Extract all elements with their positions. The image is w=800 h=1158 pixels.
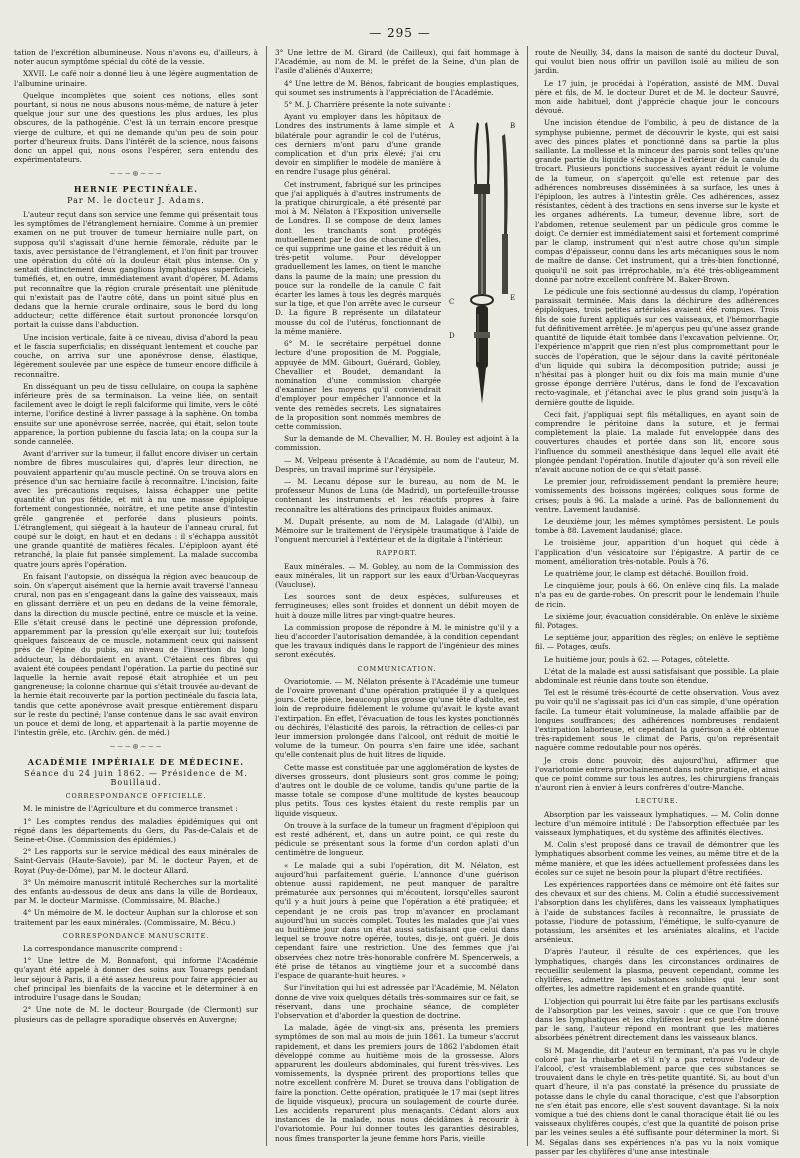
paragraph: L'état de la malade est aussi satisfaisant que possible. La plaie abdominale est réunie dans toute son étendue. xyxy=(535,666,779,685)
surgical-instrument-figure xyxy=(447,114,519,414)
dilator-illustration xyxy=(447,114,519,414)
paragraph: Cet instrument, fabriqué sur les principes que j'ai appliqués à d'autres instruments de la pratique chirurgicale, a été présenté par moi à M. Nélaton à l'Exposition universelle de Londres. Il se compose de deux lames dont les tranchants sont protégés mutuellement par le dos de chacune d'elles, ce qui supprime une gaine et les réduit à un très-petit volume. Pour développer graduellement les lames, on tient le manche dans la paume de la main; une pression du pouce sur la rondelle de la canule C fait écarter les lames à tous les degrés marqués sur la tige, et que l'on arrête avec le curseur D. La figure B représente un dilatateur mousse du col de l'utérus, fonctionnant de la même manière. xyxy=(275,179,441,336)
paragraph: Cette masse est constituée par une agglomération de kystes de diverses grosseurs, dont plusieurs sont gros comme le poing; d'autres ont le double de ce volume, tandis qu'une partie de la masse totale se compose d'une multitude de kystes beaucoup plus petits. Tous ces kystes étaient du reste remplis par un liquide visqueux. xyxy=(275,762,519,818)
paragraph: Le huitième jour, pouls à 62. — Potages, côtelette. xyxy=(544,654,730,664)
paragraph: M. Colin s'est proposé dans ce travail de démontrer que les lymphatiques absorbent comme les veines, au même titre et de la même manière, et que les idées actuellement professées dans les écoles sur ce sujet ne besoin pour la plupart d'être rectifiées. xyxy=(535,840,779,877)
paragraph: 4° Une lettre de M. Bénos, fabricant de bougies emplastiques, qui soumet ses instruments à l'appréciation de l'Académie. xyxy=(275,78,519,97)
paragraph: route de Neuilly, 34, dans la maison de santé du docteur Duval, qui voulut bien nous offrir un pavillon isolé au milieu de son jardin. xyxy=(535,48,779,76)
paragraph: M. Dupalt présente, au nom de M. Lalagade (d'Albi), un Mémoire sur le traitement de l'érysipèle traumatique à l'aide de l'onguent mercuriel à l'extérieur et de la digitale à l'intérieur. xyxy=(275,516,519,545)
paragraph: L'objection qui pourrait lui être faite par les partisans exclusifs de l'absorption par les veines, savoir : que ce que l'on trouve dans les lymphatiques et les chylifères leur est peut-être donné par le sang, l'auteur répond en montrant que les matières absorbées pénètrent directement dans les vaisseaux blancs. xyxy=(535,996,779,1043)
figure-label: D xyxy=(449,332,455,341)
paragraph: Sur la demande de M. Chevallier, M. H. Bouley est adjoint à la commission. xyxy=(275,434,519,453)
paragraph: tation de l'excrétion albumineuse. Nous n'avons eu, d'ailleurs, à noter aucun symptôme spécial du côté de la vessie. xyxy=(14,48,258,67)
paragraph: Le premier jour, refroidissement pendant la première heure; vomissements des boissons ingérées; coliques sous forme de crises; pouls à 96. La malade a uriné. Pas de ballonnement du ventre. Lavement laudanisé. xyxy=(535,477,779,514)
paragraph: Le cinquième jour, pouls à 66. On enlève cinq fils. La malade n'a pas eu de garde-robes. On prescrit pour le lendemain l'huile de ricin. xyxy=(535,581,779,609)
paragraph: Avant d'arriver sur la tumeur, il fallut encore diviser un certain nombre de fibres musculaires qui, d'après leur direction, ne pouvaient appartenir qu'au muscle pectiné. On se trouva alors en présence d'un sac herniaire facile à reconnaître. L'incision, faite avec les précautions requises, laissa échapper une petite quantité d'un pus fétide, et mit à nu une masse épiploïque fortement congestionnée, noirâtre, et une petite anse d'intestin grêle gangrenée et perforée dans plusieurs points. L'étranglement, qui siégeait à la hauteur de l'anneau crural, fut coupé sur le doigt, en haut et en dedans : il s'échappa aussitôt une grande quantité de matières fécales. L'épiploon ayant été retranché, la plaie fut pansée simplement. La malade succomba quatre jours après l'opération. xyxy=(14,449,258,569)
figure-label: A xyxy=(449,122,455,131)
paragraph: — M. Lecanu dépose sur le bureau, au nom de M. le professeur Munos de Luna (de Madrid), un portefeuille-trousse contenant les instruments et les réactifs propres à faire reconnaître les altérations des principaux fluides animaux. xyxy=(275,476,519,514)
column-left xyxy=(14,48,258,1148)
paragraph: 2° Les rapports sur le service médical des eaux minérales de Saint-Gervais (Haute-Savoie), par M. le docteur Payen, et de Royat (Puy-de-Dôme), par M. le docteur Allard. xyxy=(14,847,258,875)
paragraph: Le troisième jour, apparition d'un hoquet qui cède à l'application d'un vésicatoire sur l'épigastre. A partir de ce moment, amélioration très-notable. Pouls à 76. xyxy=(535,538,779,566)
subheading: CORRESPONDANCE MANUSCRITE. xyxy=(62,931,210,940)
paragraph: M. le ministre de l'Agriculture et du commerce transmet : xyxy=(23,804,238,814)
paragraph: Tel est le résumé très-écourté de cette observation. Vous avez pu voir qu'il ne s'agissait pas ici d'un cas simple, d'une opération facile. La tumeur était volumineuse, la malade affaiblie par de longues souffrances; des adhérences nombreuses rendaient l'extirpation laborieuse, et cependant la guérison a été obtenue très-rapidement sous le climat de Paris, qu'on représentait naguère comme redoutable pour nos opérés. xyxy=(535,688,779,753)
paragraph: Le quatrième jour, le clamp est détaché. Bouillon froid. xyxy=(544,568,749,578)
article-byline: Par M. le docteur J. Adams. xyxy=(67,195,205,205)
paragraph: La correspondance manuscrite comprend : xyxy=(23,944,183,954)
paragraph: 2° Une note de M. le docteur Bourgade (de Clermont) sur plusieurs cas de pellagre sporadique observés en Auvergne; xyxy=(14,1005,258,1024)
paragraph: D'après l'auteur, il résulte de ces expériences, que les lymphatiques, chargés dans les circonstances ordinaires de recueillir seulement la plasma, peuvent cependant, comme les chylifères, admettre les substances solubles qui leur sont offertes, les admettre rapidement et en grande quantité. xyxy=(535,947,779,994)
paragraph: Le septième jour, apparition des règles; on enlève le septième fil. — Potages, œufs. xyxy=(535,633,779,652)
paragraph: Quelque incomplètes que soient ces notions, elles sont pourtant, si nous ne nous abusons nous-même, de nature à jeter quelque jour sur une des questions les plus ardues, les plus obscures, de la pathogénie. C'est là un terrain encore presque vierge de culture, et qui ne demande qu'un peu de soin pour porter d'heureux fruits. Dans l'intérêt de la science, nous faisons donc un appel qui, nous osons l'espérer, sera entendu des expérimentateurs. xyxy=(14,90,258,165)
paragraph: On trouve à la surface de la tumeur un fragment d'épiploon qui est resté adhérent, et, dans un autre point, ce qui reste du pédicule se présentant sous la forme d'un cordon aplati d'un centimètre de longueur. xyxy=(275,820,519,858)
paragraph: En disséquant un peu de tissu cellulaire, on coupa la saphène inférieure près de sa terminaison. La veine liée, on sentait facilement avec le doigt le repli falciforme qui limite, vers le côté interne, l'orifice destiné à livrer passage à la saphène. On tomba ensuite sur une aponévrose serrée, nacrée, qui était, selon toute apparence, la portion pubienne du fascia lata; on la coupa sur la sonde cannelée. xyxy=(14,381,258,446)
session-line: Séance du 24 juin 1862. — Présidence de M. Bouillaud. xyxy=(24,768,248,788)
paragraph: Les expériences rapportées dans ce mémoire ont été faites sur des chevaux et sur des chiens. M. Colin a étudié successivement l'absorption dans les chylifères, dans les vaisseaux lymphatiques à l'aide de substances faciles à reconnaître, le prussiate de potasse, l'iodure de potassium, l'émétique, le sulfo-cyanure de potassium, les arsénites et les arséniates alcalins, et l'acide arsénieux. xyxy=(535,880,779,945)
article-title-academie: ACADÉMIE IMPÉRIALE DE MÉDECINE. xyxy=(27,756,245,767)
section-ornament: ∼∼∼⊛∼∼∼ xyxy=(109,169,163,179)
paragraph: 3° Un mémoire manuscrit intitulé Recherches sur la mortalité des enfants au-dessous de deux ans dans la ville de Bordeaux, par M. le docteur Marmisse. (Commissaire, M. Blache.) xyxy=(14,877,258,906)
paragraph: Je crois donc pouvoir, dès aujourd'hui, affirmer que l'ovariotomie entrera prochainement dans notre pratique, et ainsi que ce point comme sur tous les autres, les chirurgiens français n'auront rien à envier à leurs confrères d'outre-Manche. xyxy=(535,755,779,793)
paragraph: Une incision étendue de l'ombilic, à peu de distance de la symphyse pubienne, permet de découvrir le kyste, qui est saisi avec des pinces plates et ponctionné dans sa partie la plus saillante. La mollesse et la minceur des parois sont telles qu'une grande partie du liquide s'échappe à l'extérieur de la canule du trocart. Plusieurs ponctions successives ayant réduit le volume de la tumeur, on s'aperçoit qu'elle est retenue par des adhérences nombreuses disséminées à sa surface, les unes à l'épiploon, les autres à l'intestin grêle. Ces adhérences, assez résistantes, cèdent à des tractions en sens inverse sur le kyste et les organes adhérents. La tumeur, devenue libre, sort de l'abdomen, retenue seulement par un pédicule gros comme le doigt. Ce dernier est immédiatement saisi et fortement comprimé par le clamp, instrument qui n'est autre chose qu'un simple compas d'épaisseur, connu dans les arts mécaniques sous le nom de maître de danse. Cet instrument, qui a très-bien fonctionné, quoiqu'il ne soit pas irréprochable, m'a été très-obligeamment donné par notre excellent confrère M. Baker-Brown. xyxy=(535,118,779,284)
subheading: CORRESPONDANCE OFFICIELLE. xyxy=(65,792,207,801)
paragraph: Ceci fait, j'appliquai sept fils métalliques, en ayant soin de comprendre le péritoine dans la suture, et je fermai complètement la plaie. La malade fut enveloppée dans des couvertures chaudes et portée dans son lit, encore sous l'influence du sommeil anesthésique dans lequel elle avait été plongée pendant l'opération. Inutile d'ajouter qu'à son réveil elle n'avait aucune notion de ce qui s'était passé. xyxy=(535,409,779,474)
figure-label: C xyxy=(449,298,455,307)
paragraph: En faisant l'autopsie, on disséqua la région avec beaucoup de soin. On s'aperçut aisément que la hernie avait traversé l'anneau crural, non pas en s'engageant dans la gaîne des vaisseaux, mais en glissant derrière et un peu en dedans de la veine fémorale, dans la direction du muscle pectiné, entre ce muscle et la veine. Elle s'était creusé dans le pectiné une dépression profonde, apparemment par la pression qu'elle exerçait sur lui; toutefois quelques faisceaux de ce muscle, notamment ceux qui naissent près de l'épine du pubis, au niveau de l'insertion du long adducteur, la débordaient en avant. C'étaient ces fibres qui avaient été coupées pendant l'opération. La partie du pectiné sur laquelle la hernie avait reposé était atrophiée et un peu gangreneuse; la colonne charnue qui s'était trouvée au-devant de la hernie était recouverte par la portion pectinéale du fascia lata, tandis que cette aponévrose avait presque entièrement disparu sur le reste du pectiné; l'anse contenue dans le sac avait environ un pouce et demi de long, et appartenait à la partie moyenne de l'intestin grêle, etc. (Archiv. gén. de méd.) xyxy=(14,571,258,738)
figure-label: E xyxy=(510,294,516,303)
column-divider-right xyxy=(527,46,528,1146)
paragraph: 1° Une lettre de M. Bonnafont, qui informe l'Académie qu'ayant été appelé à donner des soins aux Touaregs pendant leur séjour à Paris, il a été assez heureux pour faire apprécier au chef principal les bienfaits de la vaccine et le déterminer à en introduire l'usage dans le Soudan; xyxy=(14,956,258,1003)
paragraph: 3° Une lettre de M. Girard (de Cailleux), qui fait hommage à l'Académie, au nom de M. le préfet de la Seine, d'un plan de l'asile d'aliénés d'Auxerre; xyxy=(275,48,519,76)
paragraph: Le 17 juin, je procédai à l'opération, assisté de MM. Duval père et fils, de M. le docteur Duret et de M. le docteur Sauvré, mon aide habituel, dont j'apprécie chaque jour le concours dévoué. xyxy=(535,78,779,116)
paragraph: Si M. Magendie, dit l'auteur en terminant, n'a pas vu le chyle coloré par la rhubarbe et s'il n'y a pas retrouvé l'odeur de l'alcool, c'est vraisemblablement parce que ces substances se trouvaient dans le chyle en très-petite quantité. Si, au bout d'un quart d'heure, il n'a pas constaté la présence du prussiate de potasse dans le chyle du canal thoracique, c'est que l'absorption ne s'en était pas encore, elle s'est souvent davantage. Si la noix vomique a tué des chiens dont le canal thoracique était lié ou les vaisseaux chylifères coupés, c'est que la quantité de poison prise par les veines seules a été suffisante pour déterminer la mort. Si M. Ségalas dans ses expériences n'a pas vu la noix vomique passer par les chylifères d'une anse intestinale xyxy=(535,1045,779,1156)
paragraph: 1° Les comptes rendus des maladies épidémiques qui ont régné dans les départements du Gers, du Pas-de-Calais et de Seine-et-Oise. (Commission des épidémies.) xyxy=(14,816,258,845)
subheading: LECTURE. xyxy=(635,797,679,806)
paragraph: Une incision verticale, faite à ce niveau, divisa d'abord la peau et le fascia superficialis; en disséquant lentement et couche par couche, on arriva sur une aponévrose dense, élastique, légèrement soulevée par une espèce de tumeur encore difficile à reconnaître. xyxy=(14,332,258,379)
paragraph: 4° Un mémoire de M. le docteur Auphan sur la chlorose et son traitement par les eaux minérales. (Commissaire, M. Bécu.) xyxy=(14,908,258,927)
paragraph: Eaux minérales. — M. Gobley, au nom de la Commission des eaux minérales, lit un rapport sur les eaux d'Urban-Vacqueyras (Vaucluse). xyxy=(275,561,519,589)
paragraph: XXVII. Le café noir a donné lieu à une légère augmentation de l'albumine urinaire. xyxy=(14,69,258,88)
column-right xyxy=(535,48,779,1156)
paragraph: Absorption par les vaisseaux lymphatiques. — M. Colin donne lecture d'un mémoire intitulé : De l'absorption effectuée par les vaisseaux lymphatiques, et du système des affinités électives. xyxy=(535,809,779,838)
paragraph: Sur l'invitation qui lui est adressée par l'Académie, M. Nélaton donne de vive voix quelques détails très-sommaires sur ce fait, se réservant, dans une prochaine séance, de compléter l'observation et d'aborder la question de doctrine. xyxy=(275,983,519,1020)
paragraph: Le sixième jour, évacuation considérable. On enlève le sixième fil. Potages. xyxy=(535,611,779,630)
column-divider-left xyxy=(266,46,267,1146)
paragraph: — M. Velpeau présente à l'Académie, au nom de l'auteur, M. Desprès, un travail imprimé sur l'érysipèle. xyxy=(275,455,519,474)
section-ornament: ∼∼∼⊛∼∼∼ xyxy=(109,742,163,752)
figure-label: B xyxy=(510,122,516,131)
paragraph: Le pédicule une fois sectionné au-dessus du clamp, l'opération paraissait terminée. Mais dans la déchirure des adhérences épiploïques, trois petites artérioles avaient été rompues. Trois fils de soie furent appliqués sur ces vaisseaux, et l'hémorrhagie fut définitivement arrêtée. Je m'aperçus peu qu'une assez grande quantité de liquide était tombée dans l'excavation pelvienne. Or, l'expérience m'apprit que rien n'est plus compromettant pour le succès de l'opération, que le séjour dans la cavité péritonéale d'un liquide qui subira la décomposition putride; aussi je n'hésitai pas à plonger huit ou dix fois ma main munie d'une grosse éponge derrière l'utérus, dans le fond de l'excavation recto-vaginale, et j'étanchai avec le plus grand soin jusqu'à la dernière goutte de liquide. xyxy=(535,287,779,407)
paragraph: Les sources sont de deux espèces, sulfureuses et ferrugineuses; elles sont froides et donnent un débit moyen de huit à douze mille litres par vingt-quatre heures. xyxy=(275,592,519,620)
paragraph: Ovariotomie. — M. Nélaton présente à l'Académie une tumeur de l'ovaire provenant d'une opération pratiquée il y a quelques jours. Cette pièce, beaucoup plus grosse qu'une tête d'adulte, est loin de reproduire fidèlement le volume qu'avait le kyste avant l'extirpation. En effet, l'évacuation de tous les kystes ponctionnés ou déchirés, l'élasticité des parois, la rétraction de celles-ci par leur immersion prolongée dans l'alcool, ont réduit de moitié le volume de la tumeur. On pourra s'en faire une idée, sachant qu'elle contenait plus de huit litres de liquide. xyxy=(275,676,519,760)
paragraph: L'auteur reçut dans son service une femme qui présentait tous les symptômes de l'étranglement herniaire. Comme à un premier examen on ne put trouver de tumeur herniaire nulle part, on supposa qu'il s'agissait d'une hernie fémorale, réduite par le taxis, avec persistance de l'étranglement, et l'on finit par trouver une opération du côté où la douleur était plus intense. On y sentait distinctement deux ganglions lymphatiques superficiels, tuméfiés, et, en outre, immédiatement avant d'opérer, M. Adams put reconnaître que la région crurale présentait une plénitude qui n'existait pas de l'autre côté, dans un point situé plus en dedans que la hernie crurale ordinaire, sous le bord du long adducteur; cette différence était surtout prononcée lorsqu'on portait la cuisse dans l'abduction. xyxy=(14,210,258,330)
page-number: — 295 — xyxy=(369,26,431,40)
column-middle xyxy=(275,48,519,1148)
paragraph: « Le malade qui a subi l'opération, dit M. Nélaton, est aujourd'hui parfaitement guérie. L'annonce d'une guérison obtenue aussi rapidement, ne peut manquer de paraître prématurée aux personnes qui m'écoutent, lorsqu'elles sauront qu'il y a huit jours à peine que l'opération a été pratiquée; et cependant je ne crois pas trop m'avancer en proclamant aujourd'hui un succès complet. Toutes les malades que j'ai vues au huitième jour dans un état aussi satisfaisant que celui dans lequel se trouve notre opérée, toutes, dis-je, ont guéri. Je dois cependant faire une restriction. Une des femmes que j'ai observées chez notre très-honorable confrère M. Spencerwels, a été prise de tétanos au vingtième jour et a succombé dans l'espace de quarante-huit heures. » xyxy=(275,860,519,981)
paragraph: La malade, âgée de vingt-six ans, présenta les premiers symptômes de son mal au mois de juin 1861. La tumeur s'accrut rapidement, et dans les premiers jours de 1862 l'abdomen était développé comme au huitième mois de la grossesse. Alors apparurent les douleurs abdominales, qui furent très-vives. Les vomissements, la dyspnée prirent des proportions telles que notre excellent confrère M. Duret se trouva dans l'obligation de faire la ponction. Cette opération, pratiquée le 17 mai (sept litres de liquide visqueux), procura un soulagement de courte durée. Les accidents reparurent plus menaçants. Cédant alors aux instances de la malade, nous nous décidâmes à recourir à l'ovariotomie. Pour lui donner toutes les garanties désirables, nous fîmes transporter la jeune femme hors Paris, vieille xyxy=(275,1023,519,1143)
article-title-hernie: HERNIE PECTINÉALE. xyxy=(73,183,199,194)
subheading: RAPPORT. xyxy=(376,549,418,558)
paragraph: Ayant vu employer dans les hôpitaux de Londres des instruments à lame simple et bilatérale pour agrandir le col de l'utérus, ces derniers m'ont paru d'une grande complication et d'un prix élevé; j'ai cru devoir en simplifier le modèle de manière à en rendre l'usage plus général. xyxy=(275,112,441,177)
paragraph: 6° M. le secrétaire perpétuel donne lecture d'une proposition de M. Poggiale, appuyée de MM. Gibourt, Guérard, Gobley, Chevallier et Boudet, demandant la nomination d'une commission chargée d'examiner les moyens qu'il conviendrait d'employer pour empêcher l'annonce et la vente des remèdes secrets. Les signataires de la proposition sont nommés membres de cette commission. xyxy=(275,339,441,431)
subheading: COMMUNICATION. xyxy=(357,664,437,673)
paragraph: Le deuxième jour, les mêmes symptômes persistent. Le pouls tombe à 88. Lavement laudanisé; glace. xyxy=(535,516,779,536)
paragraph: La commission propose de répondre à M. le ministre qu'il y a lieu d'accorder l'autorisation demandée, à la condition cependant que les travaux indiqués dans le rapport de l'ingénieur des mines seront exécutés. xyxy=(275,622,519,660)
paragraph: 5° M. J. Charrière présente la note suivante : xyxy=(284,100,451,110)
